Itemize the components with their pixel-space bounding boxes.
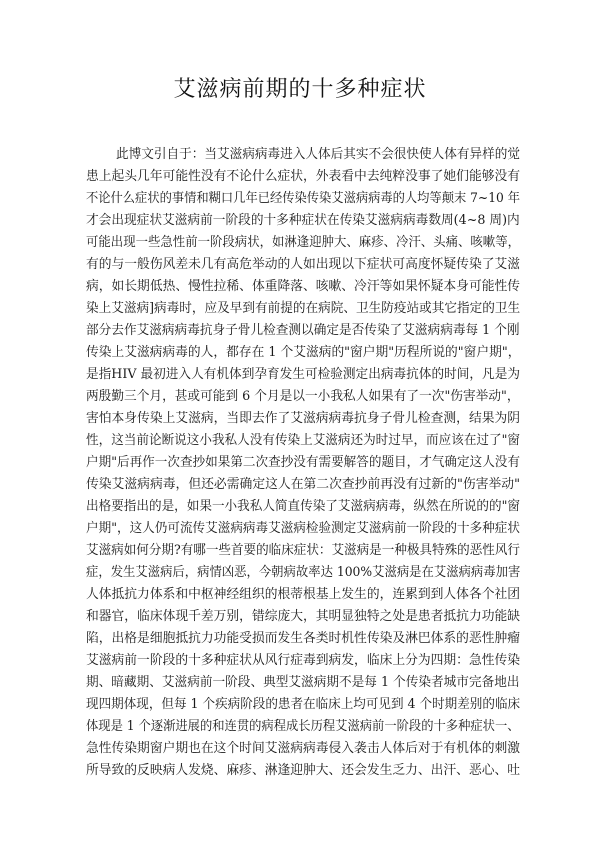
text-line: 户期"，这人仍可流传艾滋病病毒艾滋病检验测定艾滋病前一阶段的十多种症状 (86, 521, 520, 536)
text-line: 艾滋病如何分期?有哪一些首要的临床症状：艾滋病是一种极具特殊的恶性风行 (86, 543, 520, 558)
text-line: 症，发生艾滋病后，病情凶恶，今朝病故率达 100%艾滋病是在艾滋病病毒加害 (86, 565, 521, 580)
text-line: 体现是 1 个逐渐进展的和连贯的病程成长历程艾滋病前一阶段的十多种症状一、 (86, 719, 520, 734)
text-line: 两殷勤三个月，甚或可能到 6 个月是以一小我私人如果有了一次"伤害举动"， (86, 389, 520, 404)
text-line: 急性传染期窗户期也在这个时间艾滋病病毒侵入袭击人体后对于有机体的刺激 (86, 741, 521, 756)
text-line: 现四期体现，但每 1 个疾病阶段的患者在临床上均可见到 4 个时期差别的临床 (86, 697, 521, 712)
text-line: 是指HIV 最初进入人有机体到孕育发生可检验测定出病毒抗体的时间，凡是为 (86, 367, 520, 382)
text-line: 出格要指出的是，如果一小我私人简直传染了艾滋病病毒，纵然在所说的的"窗 (86, 499, 520, 514)
text-line: 染上艾滋病]病毒时，应及早到有前提的在病院、卫生防疫站或其它指定的卫生 (86, 301, 521, 316)
text-line: 期、暗藏期、艾滋病前一阶段、典型艾滋病期不是每 1 个传染者城市完备地出 (86, 675, 520, 690)
text-line: 可能出现一些急性前一阶段病状，如淋逢迎肿大、麻疹、冷汗、头痛、咳嗽等， (86, 235, 521, 250)
text-line: 病，如长期低热、慢性拉稀、体重降落、咳嗽、冷汗等如果怀疑本身可能性传 (86, 279, 521, 294)
text-line: 传染艾滋病病毒，但还必需确定这人在第二次查抄前再没有过新的"伤害举动" (86, 477, 520, 492)
text-line: 害怕本身传染上艾滋病，当即去作了艾滋病病毒抗身子骨儿检查测，结果为阴 (86, 411, 521, 426)
text-line: 陷，出格是细胞抵抗力功能受损而发生各类时机性传染及淋巴体系的恶性肿瘤 (86, 631, 521, 646)
text-line: 才会出现症状艾滋病前一阶段的十多种症状在传染艾滋病病毒数周(4~8 周)内 (86, 213, 520, 228)
text-line: 部分去作艾滋病病毒抗身子骨儿检查测以确定是否传染了艾滋病病毒每 1 个刚 (86, 323, 520, 338)
text-line: 患上起头几年可能性没有不论什么症状，外表看中去纯粹没事了她们能够没有 (86, 169, 521, 184)
text-line: 性，这当前论断说这小我私人没有传染上艾滋病还为时过早，而应该在过了"窗 (86, 433, 520, 448)
text-line: 传染上艾滋病病毒的人，都存在 1 个艾滋病的"窗户期"历程所说的"窗户期"， (86, 345, 521, 360)
text-line: 此博文引自于：当艾滋病病毒进入人体后其实不会很快使人体有异样的觉 (116, 147, 521, 162)
text-line: 所导致的反映病人发烧、麻疹、淋逢迎肿大、还会发生乏力、出汗、恶心、吐 (86, 763, 521, 778)
page-title: 艾滋病前期的十多种症状 (173, 77, 427, 102)
text-line: 艾滋病前一阶段的十多种症状从风行症毒到病发，临床上分为四期：急性传染 (86, 653, 521, 668)
text-line: 有的与一般伤风差未几有高危举动的人如出现以下症状可高度怀疑传染了艾滋 (86, 257, 521, 272)
text-line: 户期"后再作一次查抄如果第二次查抄没有需要解答的题目，才气确定这人没有 (86, 455, 520, 470)
text-line: 不论什么症状的事情和糊口几年已经传染传染艾滋病病毒的人均等颠末 7~10 年 (86, 191, 520, 206)
text-line: 和器官，临床体现千差万别，错综庞大，其明显独特之处是患者抵抗力功能缺 (86, 609, 521, 624)
text-line: 人体抵抗力体系和中枢神经组织的根蒂根基上发生的，连累到到人体各个社团 (86, 587, 521, 602)
